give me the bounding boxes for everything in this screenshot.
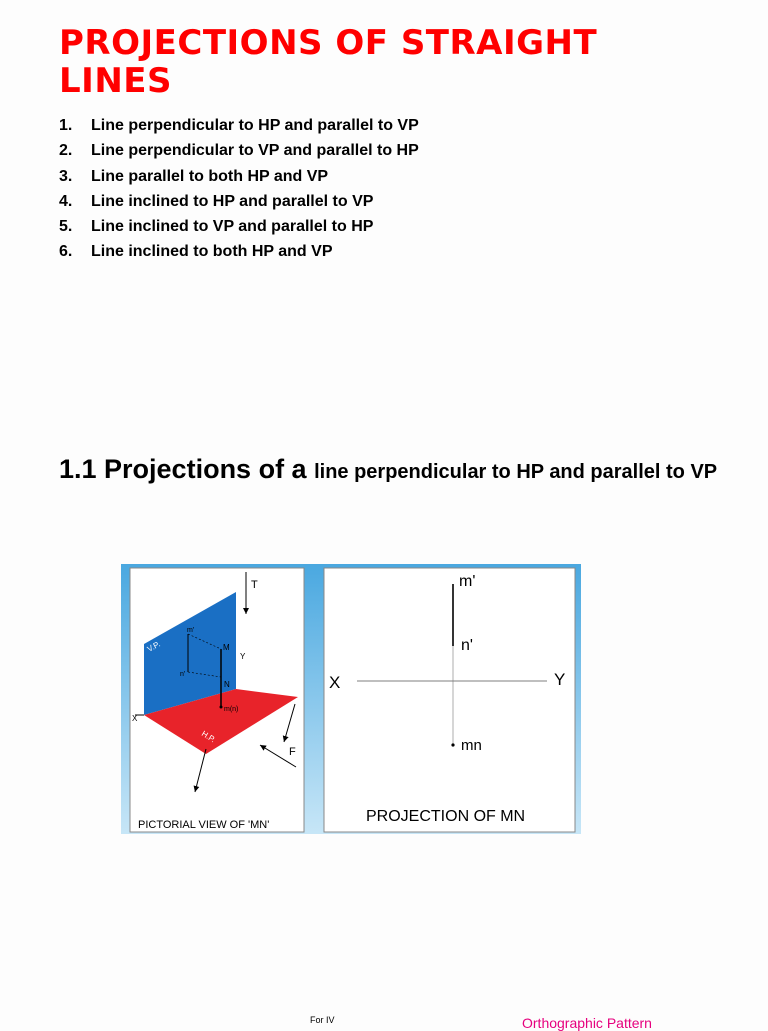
list-item: [59, 140, 419, 165]
list-text: Line parallel to both HP and VP: [91, 167, 329, 185]
top-view-point: [451, 743, 454, 746]
label-n-capital: N: [224, 680, 230, 689]
list-number: 5.: [59, 218, 73, 236]
list-item: [59, 115, 419, 140]
label-x-pictorial: X: [132, 714, 138, 723]
label-mn-pictorial: m(n): [224, 706, 239, 713]
section-heading: [59, 455, 719, 486]
label-mn: mn: [461, 737, 482, 754]
list-text: Line inclined to VP and parallel to HP: [91, 218, 374, 236]
label-m-capital: M: [223, 643, 230, 652]
label-y-pictorial: Y: [240, 652, 246, 661]
section-heading-topic: line perpendicular to HP and parallel to VP: [314, 461, 718, 483]
list-number: 3.: [59, 167, 73, 185]
list-item: [59, 166, 419, 191]
label-hp: H.P.: [199, 729, 218, 745]
pictorial-caption: PICTORIAL VIEW OF 'MN': [138, 819, 270, 831]
list-text: Line perpendicular to VP and parallel to HP: [91, 142, 419, 160]
footer-link[interactable]: Orthographic Pattern: [522, 1015, 652, 1031]
label-m-prime: m': [459, 573, 476, 590]
label-y: Y: [554, 670, 566, 689]
list-number: 6.: [59, 243, 73, 261]
point-mn: [220, 706, 223, 709]
label-x: X: [329, 673, 341, 692]
list-text: Line perpendicular to HP and parallel to VP: [91, 117, 419, 134]
list-text: Line inclined to both HP and VP: [91, 243, 333, 261]
label-f: F: [289, 746, 296, 758]
figure-svg: [121, 564, 581, 834]
list-item: [59, 191, 419, 216]
section-heading-number: 1.1 Projections of a: [59, 454, 315, 484]
projection-caption: PROJECTION OF MN: [366, 808, 526, 825]
projection-figure: [121, 564, 581, 834]
label-t: T: [251, 579, 258, 591]
label-vp: V.P.: [145, 639, 162, 654]
list-item: [59, 241, 419, 266]
label-n-prime: n': [461, 637, 473, 654]
label-m-prime-pictorial: m': [187, 627, 195, 634]
list-text: Line inclined to HP and parallel to VP: [91, 192, 374, 210]
footer-left-text: For IV: [310, 1015, 335, 1025]
topics-list: [59, 115, 419, 267]
list-item: [59, 216, 419, 241]
list-number: 4.: [59, 192, 73, 210]
page-title: PROJECTIONS OF STRAIGHT LINES: [59, 23, 598, 101]
list-number: 2.: [59, 142, 73, 160]
label-n-prime-pictorial: n': [180, 671, 186, 678]
list-number: 1.: [59, 117, 73, 134]
projection-panel: [324, 568, 575, 832]
